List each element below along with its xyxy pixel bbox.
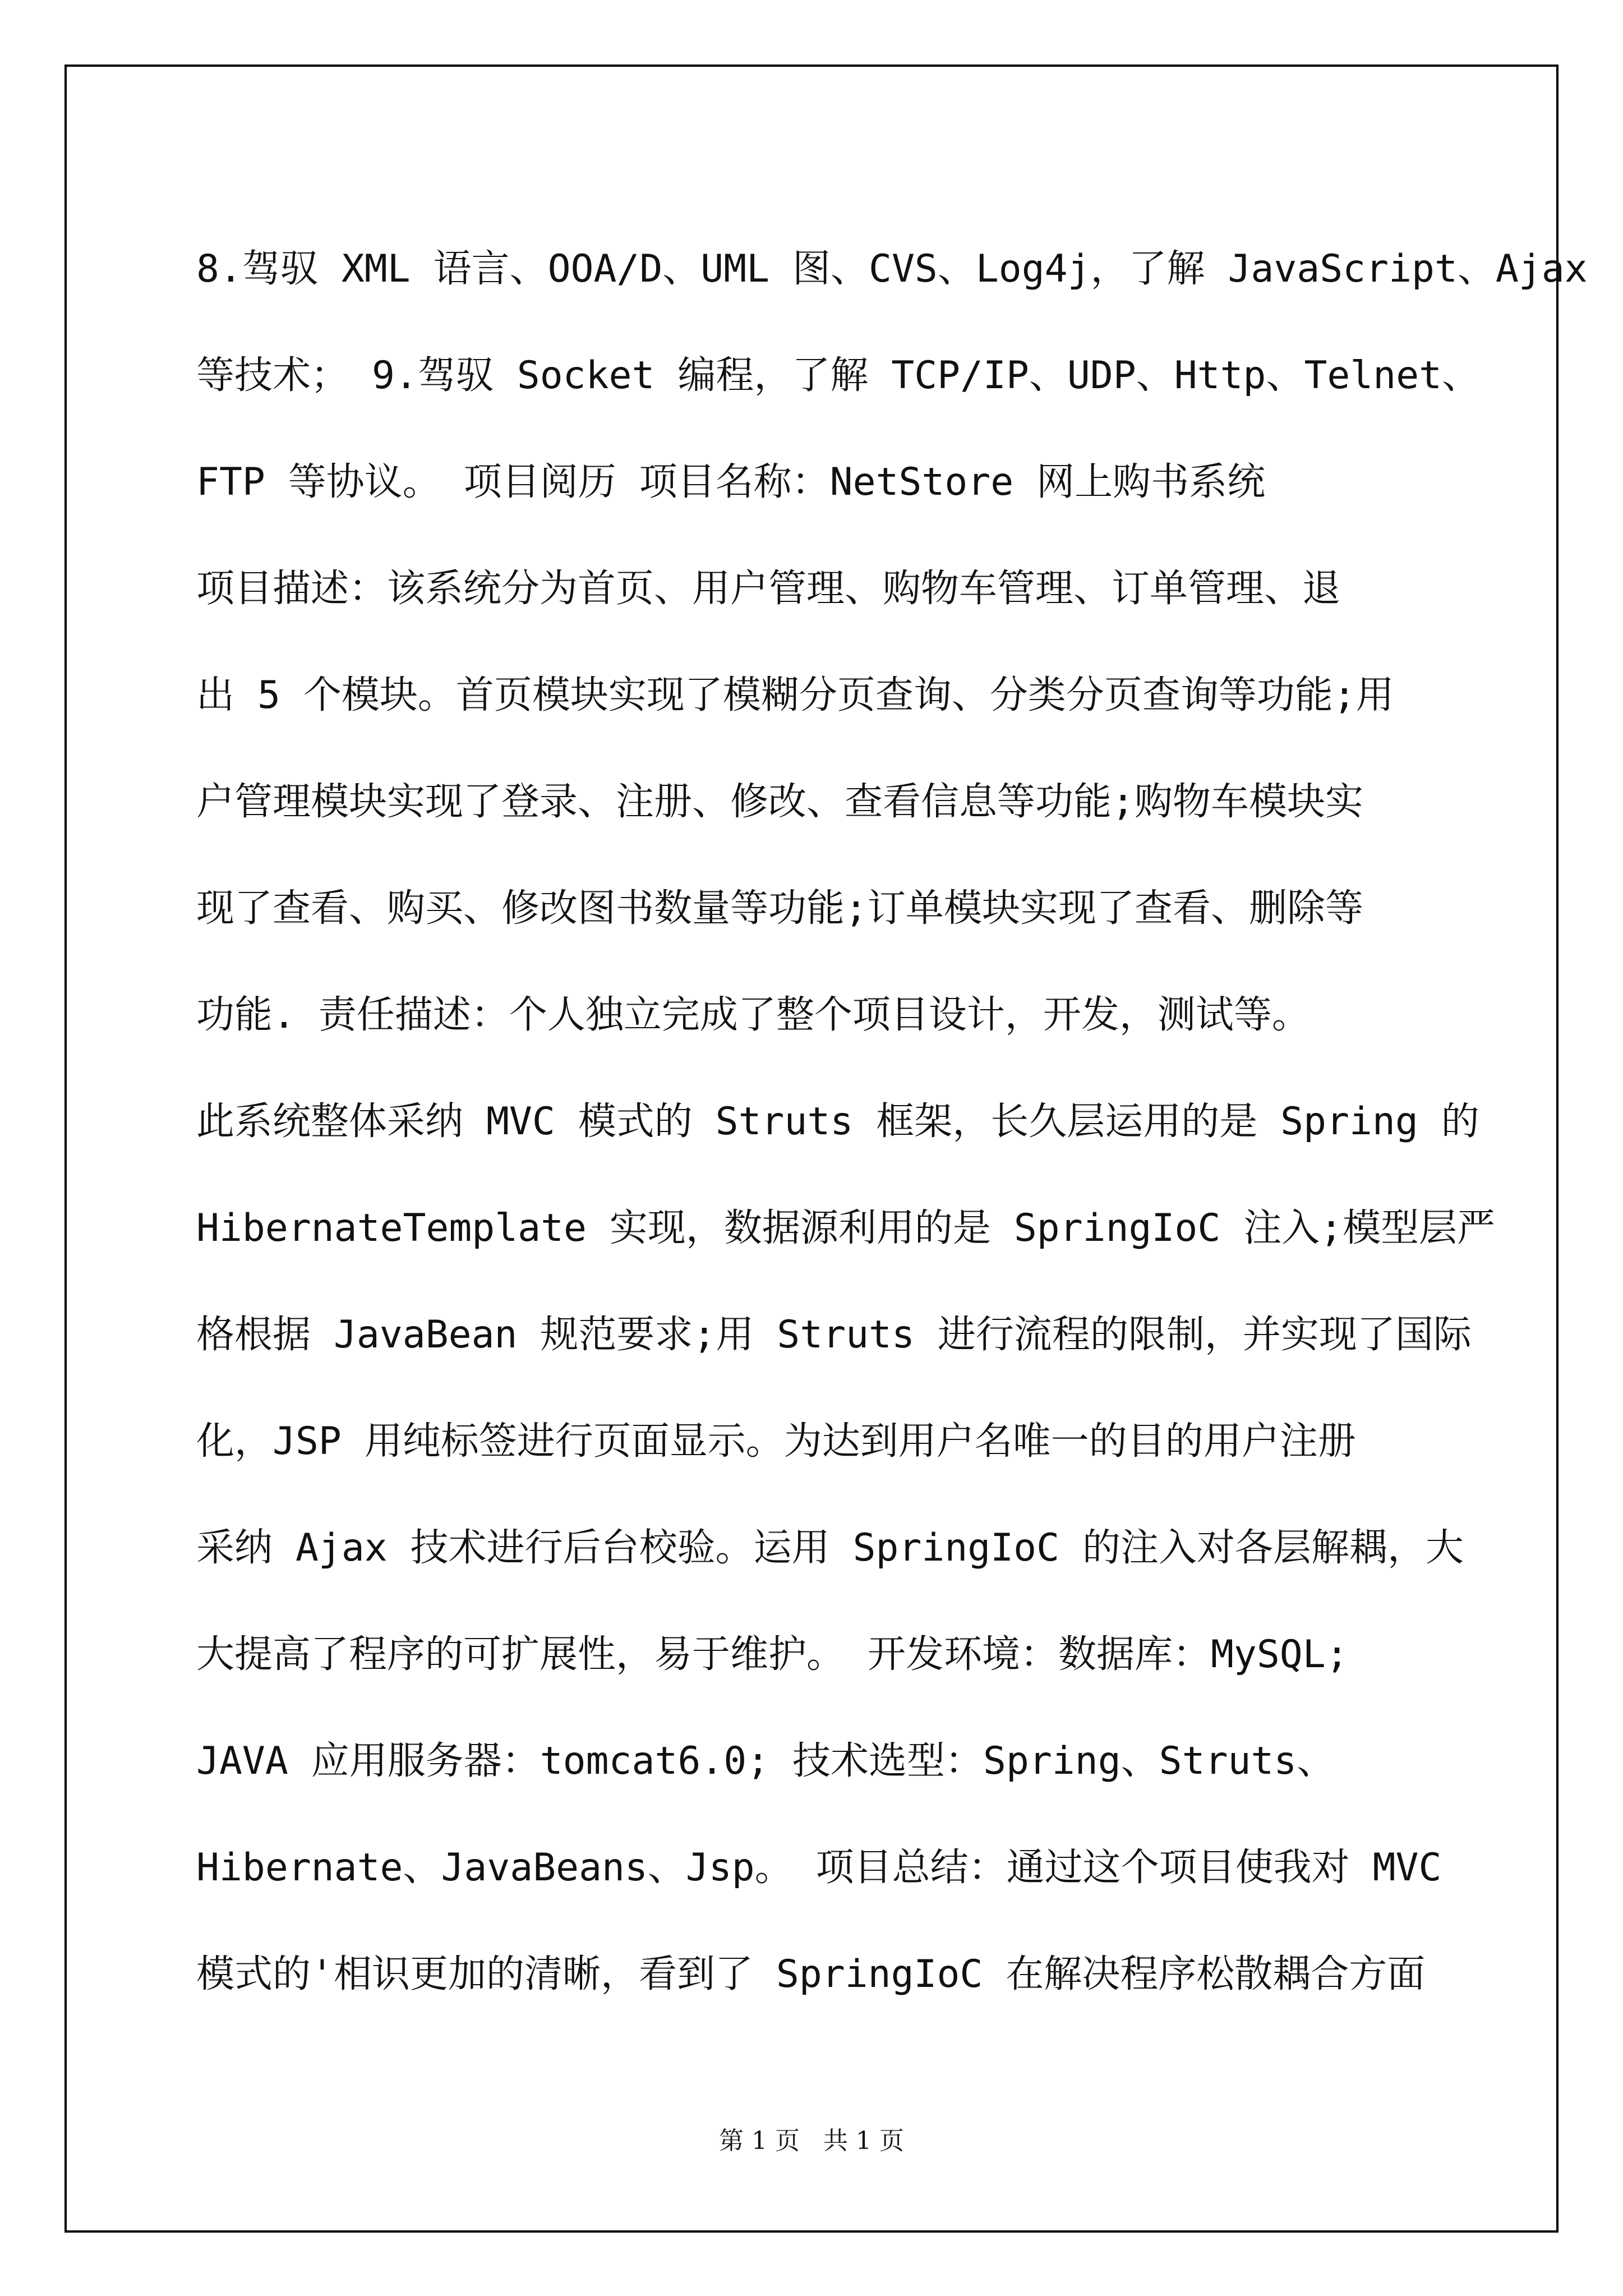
text-line: 大提高了程序的可扩展性，易于维护。 开发环境：数据库：MySQL; xyxy=(196,1632,1349,1677)
text-line: 化，JSP 用纯标签进行页面显示。为达到用户名唯一的目的用户注册 xyxy=(196,1419,1356,1464)
page-number-footer: 第 1 页 共 1 页 xyxy=(719,2127,904,2155)
text-line: 出 5 个模块。首页模块实现了模糊分页查询、分类分页查询等功能;用 xyxy=(196,673,1394,717)
text-line: 等技术； 9.驾驭 Socket 编程，了解 TCP/IP、UDP、Http、Telnet、 xyxy=(196,353,1481,398)
text-line: 项目描述：该系统分为首页、用户管理、购物车管理、订单管理、退 xyxy=(196,567,1341,611)
text-line: Hibernate、JavaBeans、Jsp。 项目总结：通过这个项目使我对 MVC xyxy=(196,1846,1442,1890)
text-line: FTP 等协议。 项目阅历 项目名称：NetStore 网上购书系统 xyxy=(196,460,1266,504)
text-line: 户管理模块实现了登录、注册、修改、查看信息等功能;购物车模块实 xyxy=(196,780,1363,824)
document-body xyxy=(196,216,1588,2028)
text-line: HibernateTemplate 实现，数据源利用的是 SpringIoC 注入;模型层严 xyxy=(196,1206,1496,1250)
text-line: JAVA 应用服务器：tomcat6.0; 技术选型：Spring、Struts、 xyxy=(196,1739,1335,1783)
text-line: 格根据 JavaBean 规范要求;用 Struts 进行流程的限制，并实现了国际 xyxy=(196,1313,1472,1357)
text-line: 模式的'相识更加的清晰，看到了 SpringIoC 在解决程序松散耦合方面 xyxy=(196,1952,1426,1996)
text-line: 8.驾驭 XML 语言、OOA/D、UML 图、CVS、Log4j，了解 JavaScript、Ajax xyxy=(196,247,1588,291)
text-line: 此系统整体采纳 MVC 模式的 Struts 框架，长久层运用的是 Spring 的 xyxy=(196,1099,1479,1144)
text-line: 采纳 Ajax 技术进行后台校验。运用 SpringIoC 的注入对各层解耦，大 xyxy=(196,1526,1464,1570)
text-line: 现了查看、购买、修改图书数量等功能;订单模块实现了查看、删除等 xyxy=(196,886,1363,931)
text-line: 功能. 责任描述：个人独立完成了整个项目设计，开发，测试等。 xyxy=(196,993,1310,1037)
